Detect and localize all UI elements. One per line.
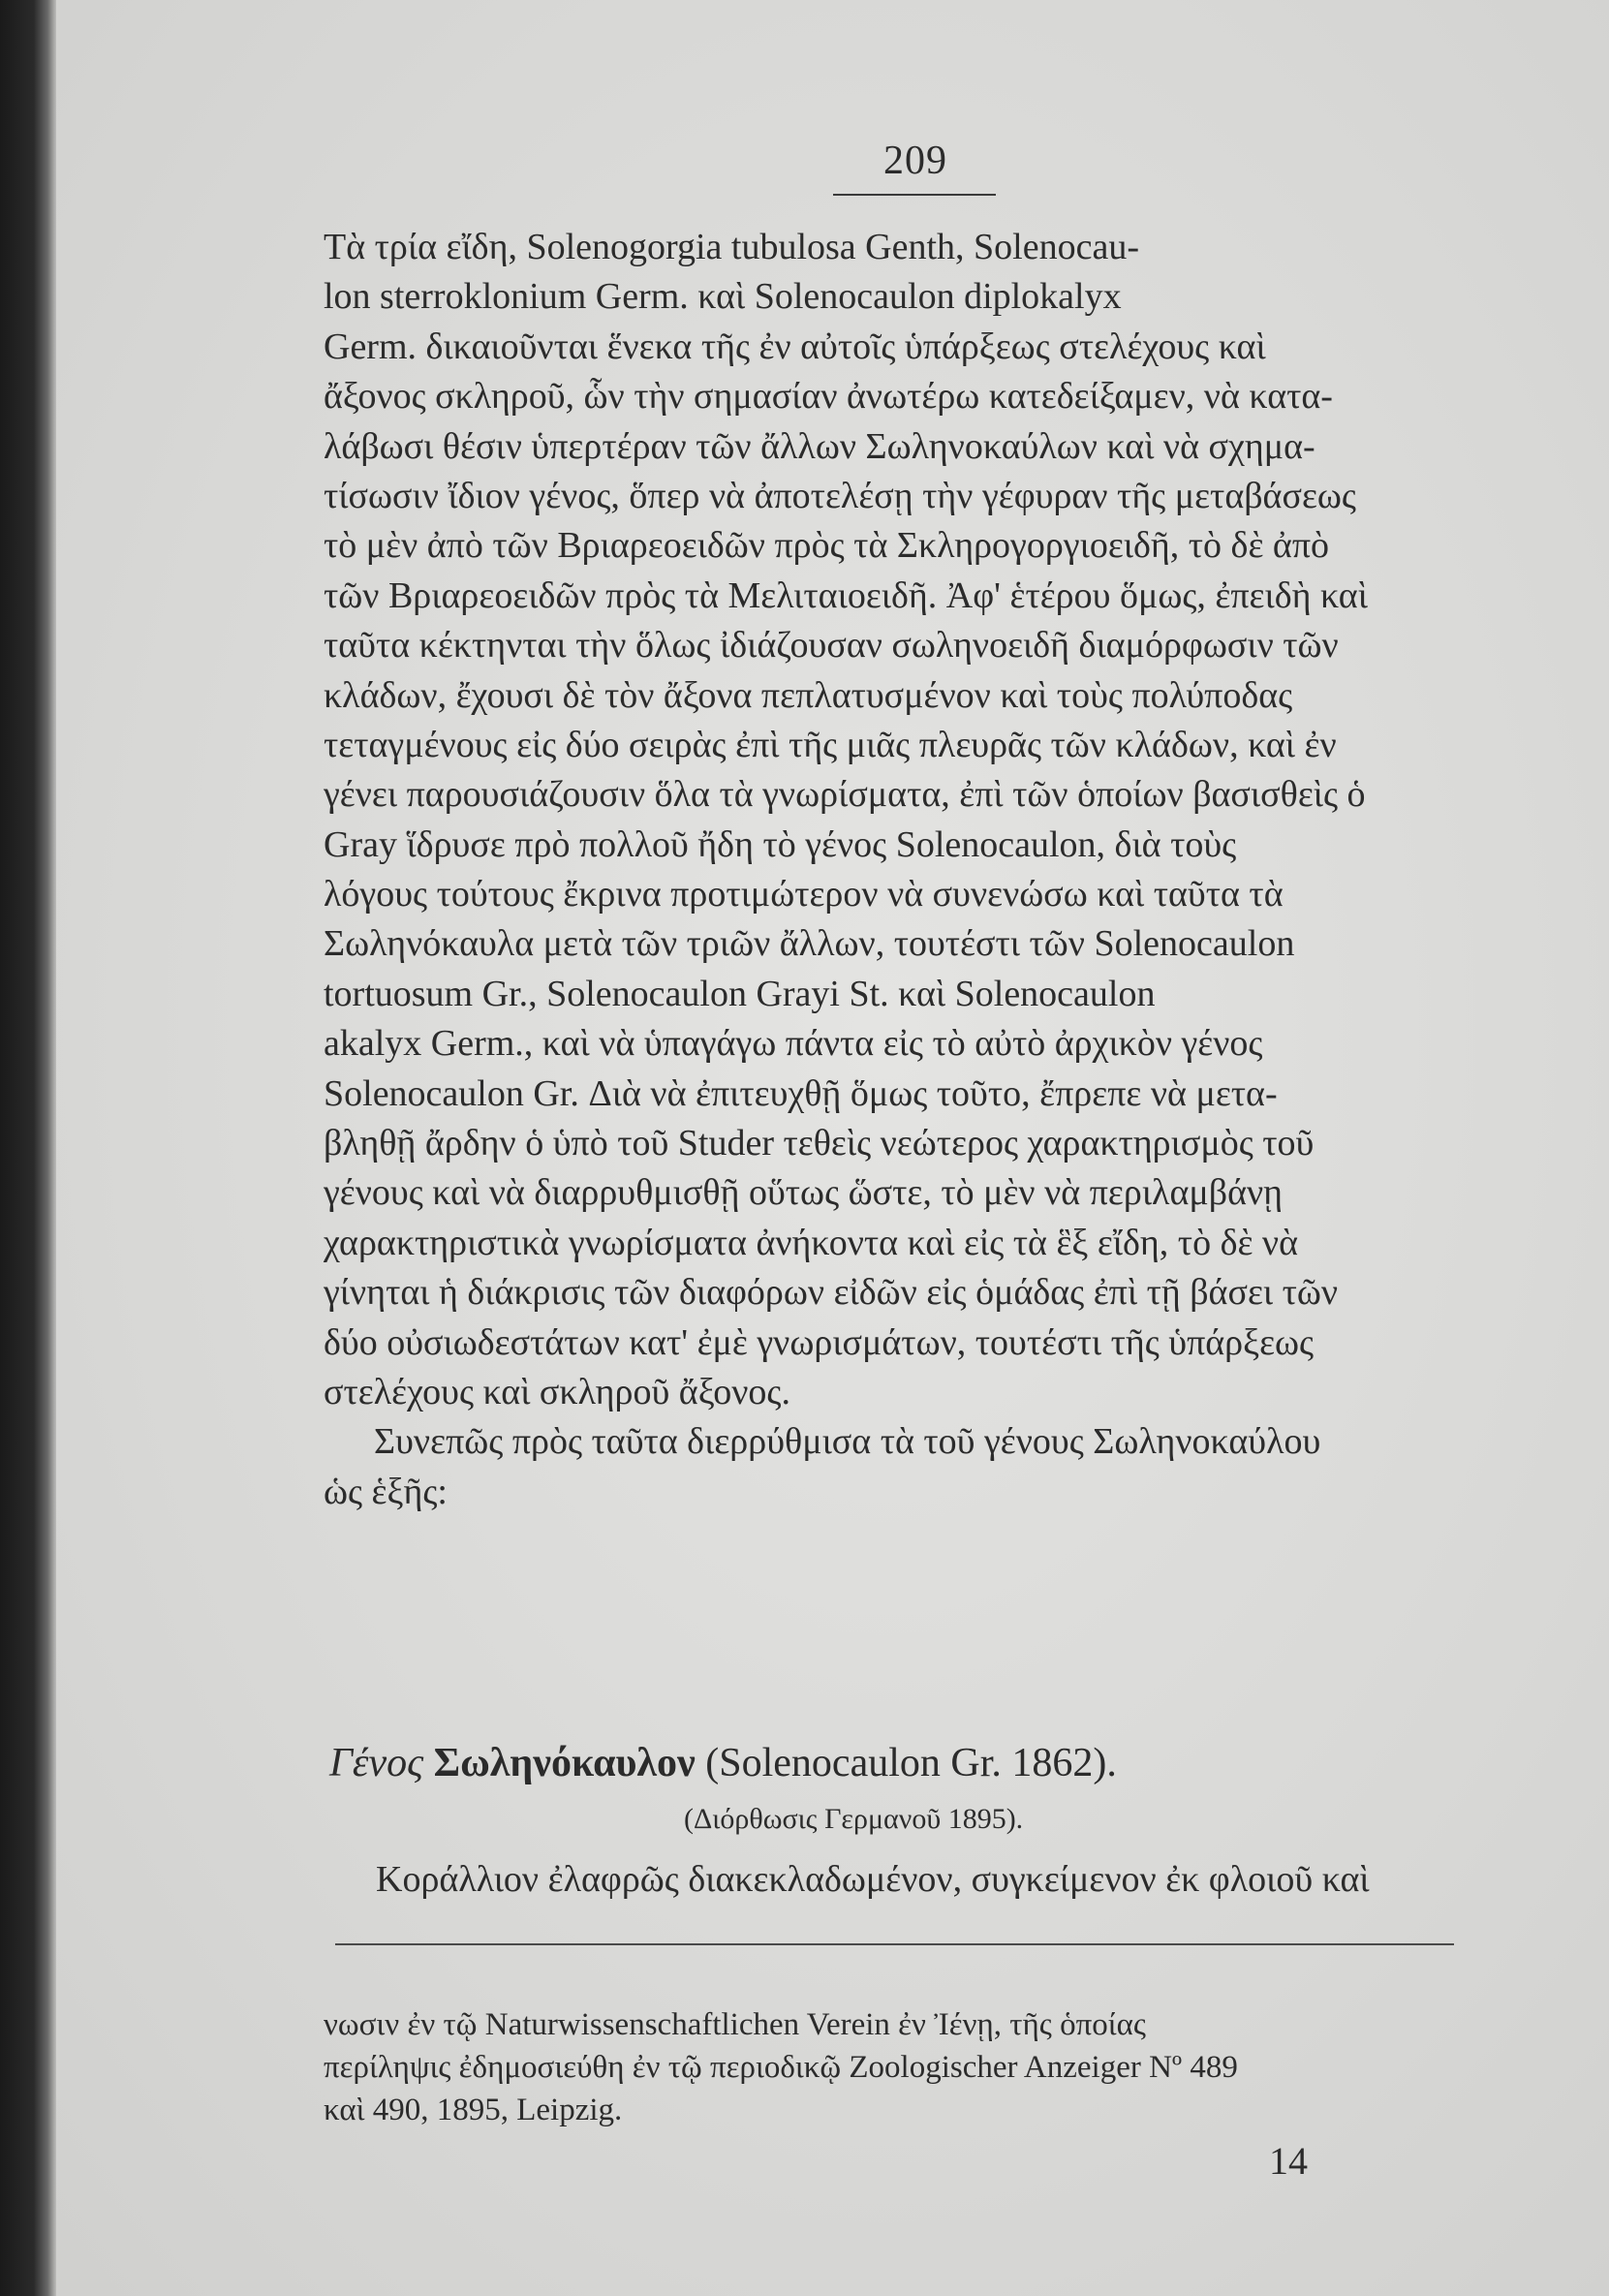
text-line: tortuosum Gr., Solenocaulon Grayi St. καὶ Solenocaulon — [324, 973, 1156, 1014]
text-line: τίσωσιν ἴδιον γένος, ὅπερ νὰ ἀποτελέσῃ τὴν γέφυραν τῆς μεταβάσεως — [324, 475, 1356, 516]
text-line: γίνηται ἡ διάκρισις τῶν διαφόρων εἰδῶν εἰς ὁμάδας ἐπὶ τῇ βάσει τῶν — [324, 1272, 1339, 1314]
footnote-line: καὶ 490, 1895, Leipzig. — [324, 2093, 623, 2127]
book-spine-shadow — [0, 0, 56, 2296]
text-line: τὸ μὲν ἀπὸ τῶν Βριαρεοειδῶν πρὸς τὰ Σκληρογοργιοειδῆ, τὸ δὲ ἀπὸ — [324, 525, 1330, 567]
text-line: βληθῇ ἄρδην ὁ ὑπὸ τοῦ Studer τεθεὶς νεώτερος χαρακτηρισμὸς τοῦ — [324, 1123, 1315, 1164]
genus-heading-rest: (Solenocaulon Gr. 1862). — [705, 1741, 1117, 1785]
footnote-block — [324, 2003, 1467, 2131]
page-number: 209 — [883, 139, 947, 183]
text-line: λάβωσι θέσιν ὑπερτέραν τῶν ἄλλων Σωληνοκαύλων καὶ νὰ σχημα- — [324, 425, 1315, 467]
text-line: Germ. δικαιοῦνται ἕνεκα τῆς ἐν αὐτοῖς ὑπάρξεως στελέχους καὶ — [324, 326, 1266, 367]
text-line: χαρακτηριστικὰ γνωρίσματα ἀνήκοντα καὶ εἰς τὰ ἓξ εἴδη, τὸ δὲ νὰ — [324, 1222, 1299, 1263]
text-line: ἄξονος σκληροῦ, ὧν τὴν σημασίαν ἀνωτέρω κατεδείξαμεν, νὰ κατα- — [324, 376, 1333, 418]
text-line: Σωληνόκαυλα μετὰ τῶν τριῶν ἄλλων, τουτέστι τῶν Solenocaulon — [324, 923, 1295, 965]
text-line: lon sterroklonium Germ. καὶ Solenocaulon diplokalyx — [324, 276, 1122, 318]
text-line: Solenocaulon Gr. Διὰ νὰ ἐπιτευχθῇ ὅμως τοῦτο, ἔπρεπε νὰ μετα- — [324, 1072, 1278, 1114]
text-line: ὡς ἑξῆς: — [324, 1471, 448, 1512]
text-line: ταῦτα κέκτηνται τὴν ὅλως ἰδιάζουσαν σωληνοειδῆ διαμόρφωσιν τῶν — [324, 625, 1339, 667]
genus-description-line: Κοράλλιον ἐλαφρῶς διακεκλαδωμένον, συγκείμενον ἐκ φλοιοῦ καὶ — [376, 1859, 1370, 1900]
paragraph-start-line: Συνεπῶς πρὸς ταῦτα διερρύθμισα τὰ τοῦ γένους Σωληνοκαύλου — [374, 1421, 1321, 1463]
genus-heading — [329, 1736, 1472, 1790]
genus-heading-name: Σωληνόκαυλον — [433, 1741, 696, 1785]
text-line: γένει παρουσιάζουσιν ὅλα τὰ γνωρίσματα, ἐπὶ τῶν ὁποίων βασισθεὶς ὁ — [324, 774, 1366, 816]
footnote-line: νωσιν ἐν τῷ Naturwissenschaftlichen Verein ἐν Ἰένῃ, τῆς ὁποίας — [324, 2007, 1146, 2042]
text-line: τεταγμένους εἰς δύο σειρὰς ἐπὶ τῆς μιᾶς πλευρᾶς τῶν κλάδων, καὶ ἐν — [324, 724, 1337, 765]
text-line: Τὰ τρία εἴδη, Solenogorgia tubulosa Genth, Solenocau- — [324, 227, 1139, 267]
text-line: γένους καὶ νὰ διαρρυθμισθῇ οὕτως ὥστε, τὸ μὲν νὰ περιλαμβάνῃ — [324, 1172, 1284, 1214]
text-line: τῶν Βριαρεοειδῶν πρὸς τὰ Μελιταιοειδῆ. Ἀφ' ἑτέρου ὅμως, ἐπειδὴ καὶ — [324, 574, 1368, 616]
text-line: akalyx Germ., καὶ νὰ ὑπαγάγω πάντα εἰς τὸ αὐτὸ ἀρχικὸν γένος — [324, 1023, 1263, 1065]
footnote-line: περίληψις ἐδημοσιεύθη ἐν τῷ περιοδικῷ Zoologischer Anzeiger Nº 489 — [324, 2050, 1238, 2085]
text-line: λόγους τούτους ἔκρινα προτιμώτερον νὰ συνενώσω καὶ ταῦτα τὰ — [324, 874, 1284, 915]
text-line: Gray ἵδρυσε πρὸ πολλοῦ ἤδη τὸ γένος Solenocaulon, διὰ τοὺς — [324, 823, 1237, 865]
footnote-divider — [335, 1943, 1454, 1945]
text-line: στελέχους καὶ σκληροῦ ἄξονος. — [324, 1371, 790, 1412]
main-text-block — [324, 223, 1467, 1517]
page-number-rule — [833, 194, 996, 196]
genus-heading-label: Γένος — [329, 1741, 424, 1785]
printer-signature-mark: 14 — [1269, 2139, 1308, 2183]
text-line: δύο οὐσιωδεστάτων κατ' ἐμὲ γνωρισμάτων, τουτέστι τῆς ὑπάρξεως — [324, 1321, 1315, 1363]
genus-subheading: (Διόρθωσις Γερμανοῦ 1895). — [684, 1803, 1024, 1835]
text-line: κλάδων, ἔχουσι δὲ τὸν ἄξονα πεπλατυσμένον καὶ τοὺς πολύποδας — [324, 674, 1293, 716]
